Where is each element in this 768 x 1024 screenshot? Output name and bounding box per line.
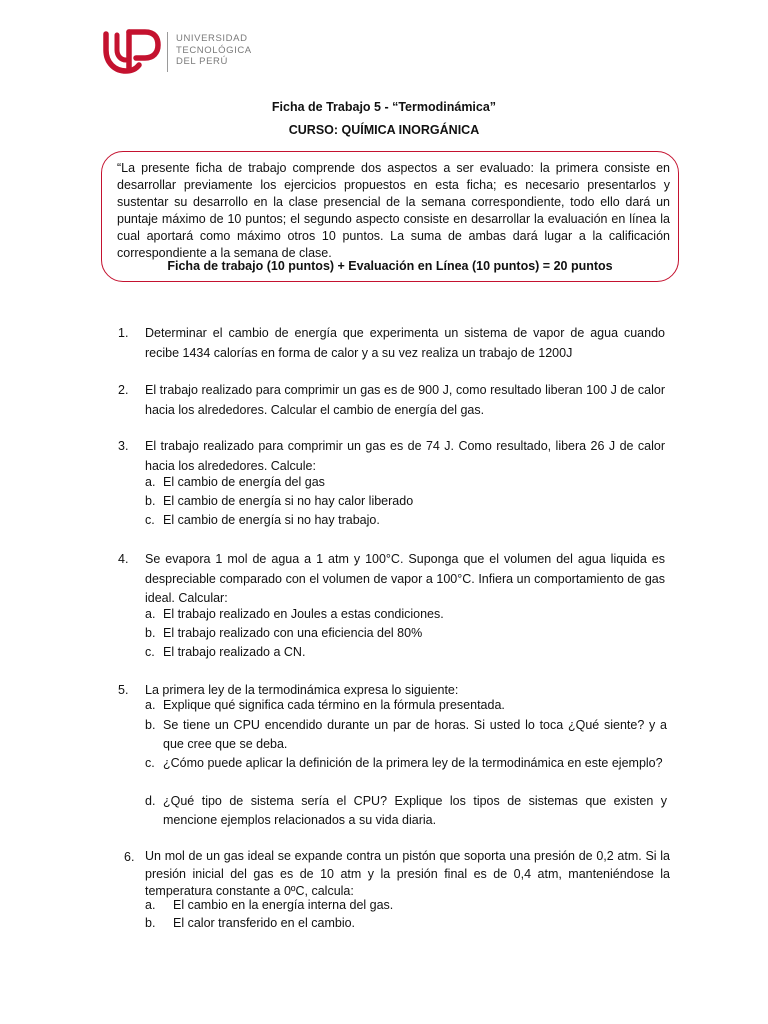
instructions-text: “La presente ficha de trabajo comprende dos aspectos a ser evaluado: la primera consiste en desarrollar previamente los ejercicios propuestos en esta ficha; es necesario presentarlos y sustentar su desarrollo en la clase presencial de la semana correspondiente, todo ello dará un puntaje máximo de 10 puntos; el segundo aspecto consiste en desarrollar la evaluación en línea la cual aportará como máximo otros 10 puntos. La suma de ambas dará lugar a la calificación correspondiente a la semana de clase. xyxy=(117,161,670,261)
logo-divider xyxy=(167,32,168,72)
utp-logo-icon xyxy=(103,26,163,74)
sub-question-letter: c. xyxy=(145,513,155,527)
document-title: Ficha de Trabajo 5 - “Termodinámica” xyxy=(271,100,497,114)
sub-question-letter: d. xyxy=(145,794,156,808)
question-text: La primera ley de la termodinámica expresa lo siguiente: xyxy=(145,683,459,697)
question-text: El trabajo realizado para comprimir un gas es de 74 J. Como resultado, libera 26 J de calor hacia los alrededores. Calcule: xyxy=(145,439,665,473)
sub-question-letter: c. xyxy=(145,645,155,659)
sub-question-letter: a. xyxy=(145,475,156,489)
sub-question-text: El trabajo realizado con una eficiencia del 80% xyxy=(163,626,423,640)
question-number: 3. xyxy=(118,439,129,453)
sub-question-text: Se tiene un CPU encendido durante un par de horas. Si usted lo toca ¿Qué siente? y a que cree que se deba. xyxy=(163,718,667,751)
sub-question-text: El cambio de energía del gas xyxy=(163,475,325,489)
university-name-line1: UNIVERSIDAD xyxy=(176,33,248,44)
university-name-line3: DEL PERÚ xyxy=(176,56,228,67)
sub-question-text: El trabajo realizado en Joules a estas condiciones. xyxy=(163,607,444,621)
question-number: 5. xyxy=(118,683,129,697)
question-text: Determinar el cambio de energía que experimenta un sistema de vapor de agua cuando recibe 1434 calorías en forma de calor y a su vez realiza un trabajo de 1200J xyxy=(145,326,665,360)
sub-question-text: El cambio en la energía interna del gas. xyxy=(173,898,394,912)
sub-question-letter: b. xyxy=(145,916,156,930)
question-text: Se evapora 1 mol de agua a 1 atm y 100°C. Suponga que el volumen del agua liquida es despreciable comparado con el volumen de vapor a 100°C. Infiera un comportamiento de gas ideal. Calcular: xyxy=(145,552,665,605)
sub-question-text: El trabajo realizado a CN. xyxy=(163,645,306,659)
question-number: 2. xyxy=(118,383,129,397)
sub-question-letter: a. xyxy=(145,698,156,712)
sub-question-text: Explique qué significa cada término en la fórmula presentada. xyxy=(163,698,505,712)
question-number: 6. xyxy=(124,850,135,864)
sub-question-text: El cambio de energía si no hay calor liberado xyxy=(163,494,414,508)
question-number: 1. xyxy=(118,326,129,340)
sub-question-text: El cambio de energía si no hay trabajo. xyxy=(163,513,380,527)
sub-question-text: El calor transferido en el cambio. xyxy=(173,916,356,930)
sub-question-letter: a. xyxy=(145,898,156,912)
sub-question-letter: a. xyxy=(145,607,156,621)
question-number: 4. xyxy=(118,552,129,566)
sub-question-letter: b. xyxy=(145,494,156,508)
question-text: El trabajo realizado para comprimir un gas es de 900 J, como resultado liberan 100 J de calor hacia los alrededores. Calcular el cambio de energía del gas. xyxy=(145,383,665,417)
university-logo xyxy=(103,26,263,76)
grading-formula: Ficha de trabajo (10 puntos) + Evaluación en Línea (10 puntos) = 20 puntos xyxy=(167,259,613,273)
sub-question-letter: b. xyxy=(145,626,156,640)
sub-question-text: ¿Qué tipo de sistema sería el CPU? Explique los tipos de sistemas que existen y mencione ejemplos relacionados a su vida diaria. xyxy=(163,794,667,827)
sub-question-text: ¿Cómo puede aplicar la definición de la primera ley de la termodinámica en este ejemplo? xyxy=(163,756,663,770)
question-text: Un mol de un gas ideal se expande contra un pistón que soporta una presión de 0,2 atm. Si la presión inicial del gas es de 10 atm y la presión final es de 0,4 atm, manteniéndose la temperatura constante a 0ºC, calcula: xyxy=(145,849,670,898)
sub-question-letter: b. xyxy=(145,718,156,732)
university-name-line2: TECNOLÓGICA xyxy=(176,44,252,56)
sub-question-letter: c. xyxy=(145,756,155,770)
university-name xyxy=(176,33,252,68)
course-title: CURSO: QUÍMICA INORGÁNICA xyxy=(288,123,480,137)
